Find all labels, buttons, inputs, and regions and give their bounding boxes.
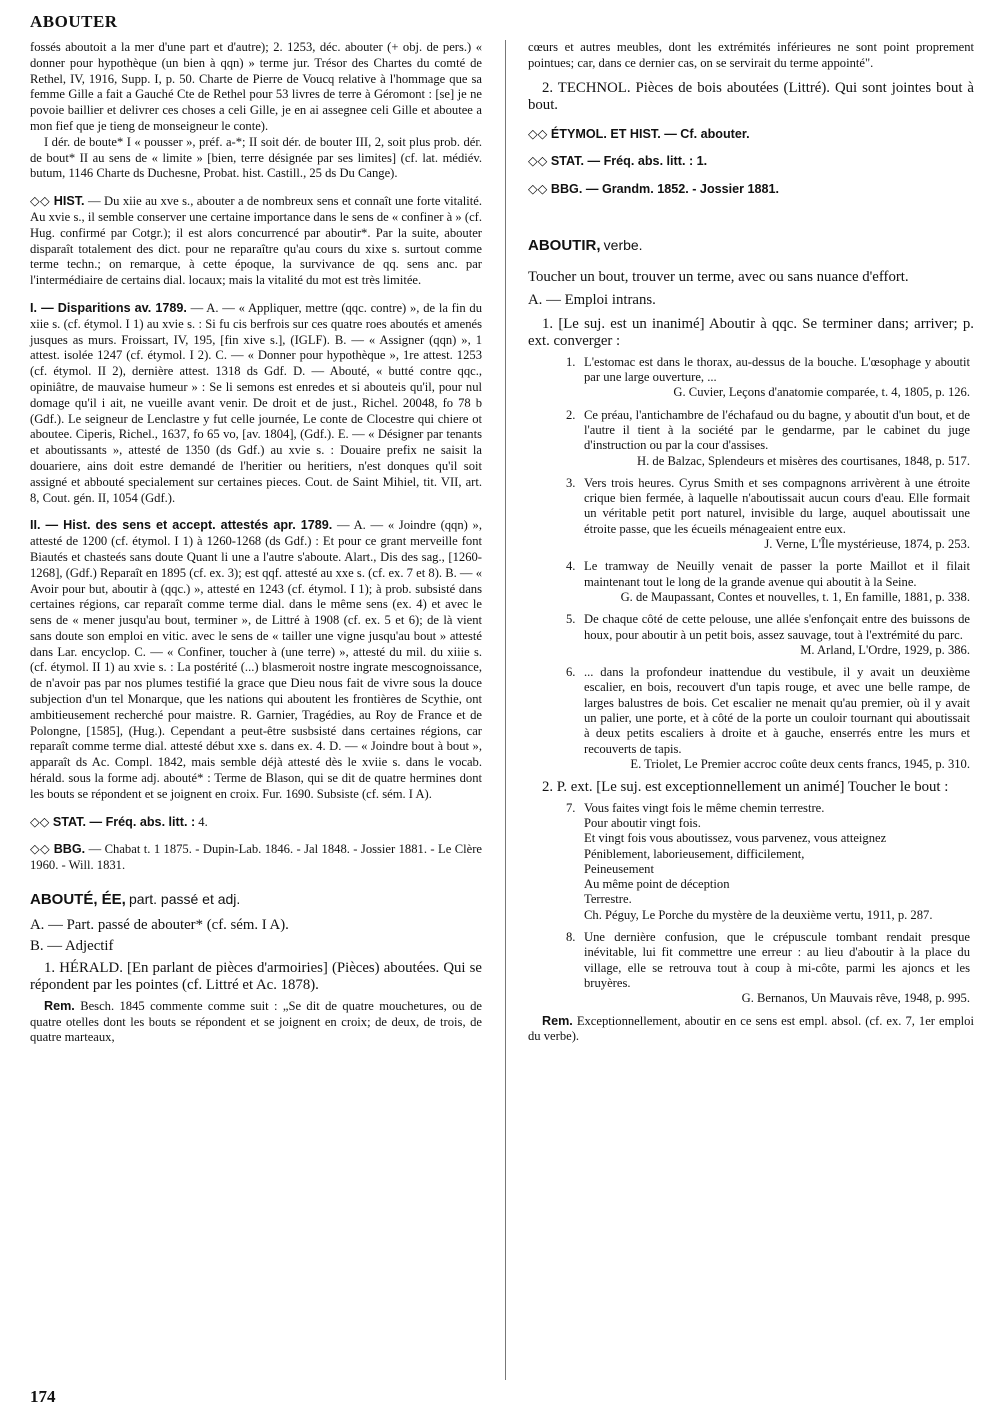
example-number: 7. bbox=[566, 800, 576, 815]
remark-text: Exceptionnellement, aboutir en ce sens est empl. absol. (cf. ex. 7, 1er emploi du verbe). bbox=[528, 1013, 974, 1044]
poem-line: Vous faites vingt fois le même chemin terrestre. bbox=[584, 800, 825, 815]
example-number: 6. bbox=[566, 665, 576, 680]
sense-b: B. — Adjectif bbox=[30, 938, 114, 955]
column-rule bbox=[505, 40, 506, 1380]
remark-label: Rem. bbox=[542, 1013, 573, 1028]
example-source: E. Triolet, Le Premier accroc coûte deux cents francs, 1945, p. 310. bbox=[630, 756, 970, 771]
example-item bbox=[528, 930, 974, 1006]
sense-1: 1. HÉRALD. [En parlant de pièces d'armoiries] (Pièces) aboutées. Qui se répondent par les pointes (cf. Littré et Ac. 1878). bbox=[30, 959, 482, 994]
etym-line: ◇◇ ÉTYMOL. ET HIST. — Cf. abouter. bbox=[528, 126, 750, 141]
poem-line: Pour aboutir vingt fois. bbox=[584, 816, 701, 830]
remark-right bbox=[528, 1014, 974, 1046]
section-i-text: — A. — « Appliquer, mettre (qqc. contre) », de la fin du xiie s. (cf. étymol. I 1) au xvie s. : Si fu cis berfrois sur ces quatre roes aboutés et amenés jusques as murs. Froissart, IV, 195, [fin xive s.], (IGLF). B. — « Assigner (qqn) », 1 attest. isolée 1247 (cf. étymol. I 2). C. — « Donner pour hypothèque », 1re attest. 1253 (cf. étymol. II 2), dernière attest. 1318 ds Gdf. D. — Abouté, « butté contre qqc., opiniâtre, de mauvaise humeur » : Se li semons est enredes et si abouteis qu'il, pour nul domage qu'il i ait, ne vueille avant venir. De droit et de just., Richel. 20048, fo 78 b (Gdf.). Le seigneur de Lenclastre y fut celle journée, Le conte de Clocestre qui chiere ot aboutee. Ciperis, Richel., 1637, fo 65 vo, [av. 1804], (Gdf.). E. — « Désigner par tenants et aboutissants », attesté de 1350 (ds Gdf.) au xvie s. : Douaire prefix ne saisit la douariere, ains doit estre demandé de l'heritier ou heritiers, n'est donques qu'il soit assigné et abbouté specialement sur certaines pieces. Cout. de Saint Mihiel, tit. VII, art. 8, Cout. gén. II, 1054 (Gdf.). bbox=[30, 300, 482, 505]
section-ii-text: — A. — « Joindre (qqn) », attesté de 1200 (cf. étymol. I 1) à 1260-1268 (ds Gdf.) : Et pour ce grant merveille font Biautés et chasteés sans doute Quant li une a l'autre s'aboute. Alart., Dis des sag., [1260-1268], (Gdf.) Reparaît en 1895 (cf. ex. 3); est qqf. attesté au xxe s. (cf. ex. 7 et 8). B. — « Avoir pour but, aboutir à (qqc.) », attesté en 1243 (cf. étymol. I 1); à prob. subsisté dans certaines régions, car reparaît comme terme dial. dans le même sens (ex. 4) et avec le sens de « mener jusqu'au bout, terminer », de Littré à 1908 (cf. ex. 5 et 6); de là vient sans doute son emploi en vitic. avec le sens de « tailler une vigne jusqu'au bout » attesté dans Lar. encyclop. C. — « Confiner, toucher à (une terre) », attesté du mil. du xiiie s. (cf. étymol. II 1) au xvie s. : La postérité (...) blasmeroit nostre ingrate mescognoissance, de n'avoir pas par nos plumes testifié la grace que Dieu nous fait de vivre sous la douce subjection d'un tel Monarque, que les nations qui aboutent les frontières de Scythie, ont ambitieusement recherché pour maistre. R. Garnier, Tragédies, au Roy de France et de Polongne, [1585], (Hug.). Cependant a peut-être susbsisté dans certaines régions, car reparaît comme terme dial. attesté début xxe s. dans ex. 4. D. — « Joindre bout à bout », apparaît ds Ac. Compl. 1842, mais semble déjà attesté dès le xviie s. dans le vocab. hérald. sous la forme adj. abouté* : Terme de Blason, qui se dit de quatre hermines dont les bouts se répondent et se joignent en croix. Fur. 1690. Subsiste (cf. sém. I A). bbox=[30, 518, 482, 801]
bbg-line bbox=[30, 842, 482, 874]
poem-lines bbox=[584, 801, 970, 908]
example-source: G. de Maupassant, Contes et nouvelles, t. 1, En famille, 1881, p. 338. bbox=[620, 589, 970, 604]
entry-word: ABOUTIR, bbox=[528, 236, 601, 254]
sense-2-ext: 2. P. ext. [Le suj. est exceptionnellement un animé] Toucher le bout : bbox=[542, 779, 949, 796]
running-head: ABOUTER bbox=[30, 12, 118, 31]
poem-line: Et vingt fois vous aboutissez, vous parvenez, vous atteignez bbox=[584, 831, 887, 846]
entry-heading-aboutir bbox=[528, 238, 974, 255]
stat-line bbox=[30, 815, 482, 831]
section-i-label: I. — Disparitions av. 1789. bbox=[30, 300, 187, 315]
stat-value: 4. bbox=[198, 814, 208, 829]
right-column bbox=[528, 40, 974, 1045]
sense-a: A. — Part. passé de abouter* (cf. sém. I A). bbox=[30, 916, 289, 933]
section-ii bbox=[30, 518, 482, 802]
stat-line-right: ◇◇ STAT. — Fréq. abs. litt. : 1. bbox=[528, 154, 708, 169]
remark bbox=[30, 999, 482, 1046]
example-item bbox=[528, 476, 974, 552]
example-text: De chaque côté de cette pelouse, une allée s'enfonçait entre des buissons de houx, pour aboutir à un petit bois, assez sauvage, tout à l'extrémité du parc. bbox=[584, 612, 970, 642]
sense-a-right: A. — Emploi intrans. bbox=[528, 292, 656, 309]
poem-line: Au même point de déception bbox=[584, 877, 730, 892]
example-text: Ce préau, l'antichambre de l'échafaud ou du bagne, y aboutit d'un bout, et de l'autre il tient à la société par le gendarme, par le cabinet du juge d'instruction ou par la cour d'assises. bbox=[584, 407, 970, 453]
example-text: Une dernière confusion, que le crépuscule tombant rendait presque inévitable, lui fit commettre une erreur : au lieu d'aboutir à la place du village, elle se retrouva tout à coup à mi-côte, parmi les ajoncs et les bruyères. bbox=[584, 930, 970, 990]
page-number: 174 bbox=[30, 1387, 56, 1406]
entry-heading-aboute bbox=[30, 892, 482, 909]
example-source: G. Cuvier, Leçons d'anatomie comparée, t. 4, 1805, p. 126. bbox=[673, 385, 970, 400]
paragraph-charter: fossés aboutoit a la mer d'une part et d'autre); 2. 1253, déc. abouter (+ obj. de pers.) « donner pour hypothèque (un bien à qqn) » terme jur. Trésor des Chartes du comté de Rethel, IV, 1916, Supp. I, p. 50. Charte de Pierre de Voucq relative à l'hommage que sa femme Gille a fait a Gauché Cte de Rethel pour 53 livres de terre à Géromont : [se] je ne povoie baillier et delivrer ces choses a celi Gille, je en ai assegnee celi Gille et aboutee a mon fief que je tieng de monseigneur le conte). bbox=[30, 40, 482, 133]
hist-label: ◇◇ HIST. bbox=[30, 194, 85, 209]
example-text: Le tramway de Neuilly venait de passer la porte Maillot et il filait maintenant tout le long de la grande avenue qui aboutit à la Seine. bbox=[584, 559, 970, 589]
examples-list-2 bbox=[528, 801, 974, 1007]
section-ii-label: II. — Hist. des sens et accept. attestés apr. 1789. bbox=[30, 518, 333, 533]
entry-word: ABOUTÉ, ÉE, bbox=[30, 891, 126, 909]
example-number: 4. bbox=[566, 559, 576, 574]
entry-grammar: verbe. bbox=[603, 236, 643, 253]
poem-line: Péniblement, laborieusement, difficilement, bbox=[584, 846, 805, 861]
example-number: 5. bbox=[566, 612, 576, 627]
example-source: M. Arland, L'Ordre, 1929, p. 386. bbox=[800, 642, 970, 657]
section-i bbox=[30, 301, 482, 506]
examples-list bbox=[528, 355, 974, 772]
hist-text: — Du xiie au xve s., abouter a de nombreux sens et connaît une forte vitalité. Au xvie s., il semble conserver une certaine importance dans le sens de « confiner à » (cf. Hug. confirmé par Cotgr.); il est alors concurrencé par aboutir*. Par la suite, abouter disparaît totalement des dict. pour ne reparaître qu'au cours du xixe s. surtout comme terme techn.; on remarque, à cette époque, la survivance de qq. sens anc. par l'intermédiaire de certains dial. locaux; mais la vitalité du mot est très limitée. bbox=[30, 194, 482, 288]
poem-line: Terrestre. bbox=[584, 892, 632, 907]
definition: Toucher un bout, trouver un terme, avec ou sans nuance d'effort. bbox=[528, 268, 909, 285]
sense-2-technol: 2. TECHNOL. Pièces de bois aboutées (Littré). Qui sont jointes bout à bout. bbox=[528, 79, 974, 114]
example-source: J. Verne, L'Île mystérieuse, 1874, p. 253. bbox=[764, 537, 970, 552]
paragraph-derivation: I dér. de boute* I « pousser », préf. a-*; II soit dér. de bouter III, 2, soit plus prob. dér. de bout* II au sens de « limite » [bien, terre désignée par ses limites] (cf. lat. médiév. butum, 1146 Charte ds Duchesne, Probat. hist. Castill., 25 ds Du Cange). bbox=[30, 134, 482, 181]
example-item bbox=[528, 665, 974, 772]
bbg-line-right: ◇◇ BBG. — Grandm. 1852. - Jossier 1881. bbox=[528, 182, 780, 197]
example-item bbox=[528, 801, 974, 923]
example-item bbox=[528, 408, 974, 469]
example-number: 3. bbox=[566, 475, 576, 490]
remark-label: Rem. bbox=[44, 998, 75, 1013]
example-text: Vers trois heures. Cyrus Smith et ses compagnons arrivèrent à une étroite crique bien fermée, à laquelle n'aboutissait aucun cours d'eau. Elle formait un véritable petit port naturel, invisible du large, auquel aboutissait une étroite passe, que les écueils ménageaient entre eux. bbox=[584, 475, 970, 536]
stat-label: ◇◇ STAT. — Fréq. abs. litt. : bbox=[30, 814, 196, 829]
remark-continuation: cœurs et autres meubles, dont les extrémités inférieures ne sont point proprement pointues; car, dans ce dernier cas, on se servirait du terme appointé". bbox=[528, 40, 974, 70]
entry-grammar: part. passé et adj. bbox=[129, 891, 241, 908]
remark-text: Besch. 1845 commente comme suit : „Se dit de quatre mouchetures, ou de quatre otelles dont les bouts se répondent et se joignent en croix; de deux, de trois, de quatre marteaux, bbox=[30, 998, 482, 1045]
example-source: G. Bernanos, Un Mauvais rêve, 1948, p. 995. bbox=[741, 991, 970, 1006]
example-item bbox=[528, 355, 974, 401]
sense-1-right: 1. [Le suj. est un inanimé] Aboutir à qqc. Se terminer dans; arriver; p. ext. converger : bbox=[528, 315, 974, 350]
example-source: H. de Balzac, Splendeurs et misères des courtisanes, 1848, p. 517. bbox=[637, 453, 970, 468]
hist-section bbox=[30, 194, 482, 289]
example-text: L'estomac est dans le thorax, au-dessus de la bouche. L'œsophage y aboutit par une large ouverture, ... bbox=[584, 354, 970, 385]
example-text: ... dans la profondeur inattendue du vestibule, il y avait un deuxième escalier, en bois, recouvert d'un tapis rouge, et avec une belle rampe, de larges balustres de bois. Cet escalier ne menait qu'au premier, où il y avait un palier, une porte, et à côté de la porte un couloir tournant qui aboutissait à deux petits escaliers à droite et à gauche, enserrés entre les murs et recouverts de tapis. bbox=[584, 665, 970, 756]
left-column bbox=[30, 40, 482, 1046]
example-item bbox=[528, 612, 974, 658]
example-number: 8. bbox=[566, 930, 576, 945]
example-number: 2. bbox=[566, 407, 576, 422]
bbg-label: ◇◇ BBG. bbox=[30, 842, 86, 857]
example-number: 1. bbox=[566, 354, 576, 369]
poem-line: Peineusement bbox=[584, 861, 654, 876]
example-item bbox=[528, 559, 974, 605]
bbg-text: — Chabat t. 1 1875. - Dupin-Lab. 1846. - Jal 1848. - Jossier 1881. - Le Clère 1960. - Will. 1831. bbox=[30, 842, 482, 873]
example-source: Ch. Péguy, Le Porche du mystère de la deuxième vertu, 1911, p. 287. bbox=[584, 907, 933, 922]
